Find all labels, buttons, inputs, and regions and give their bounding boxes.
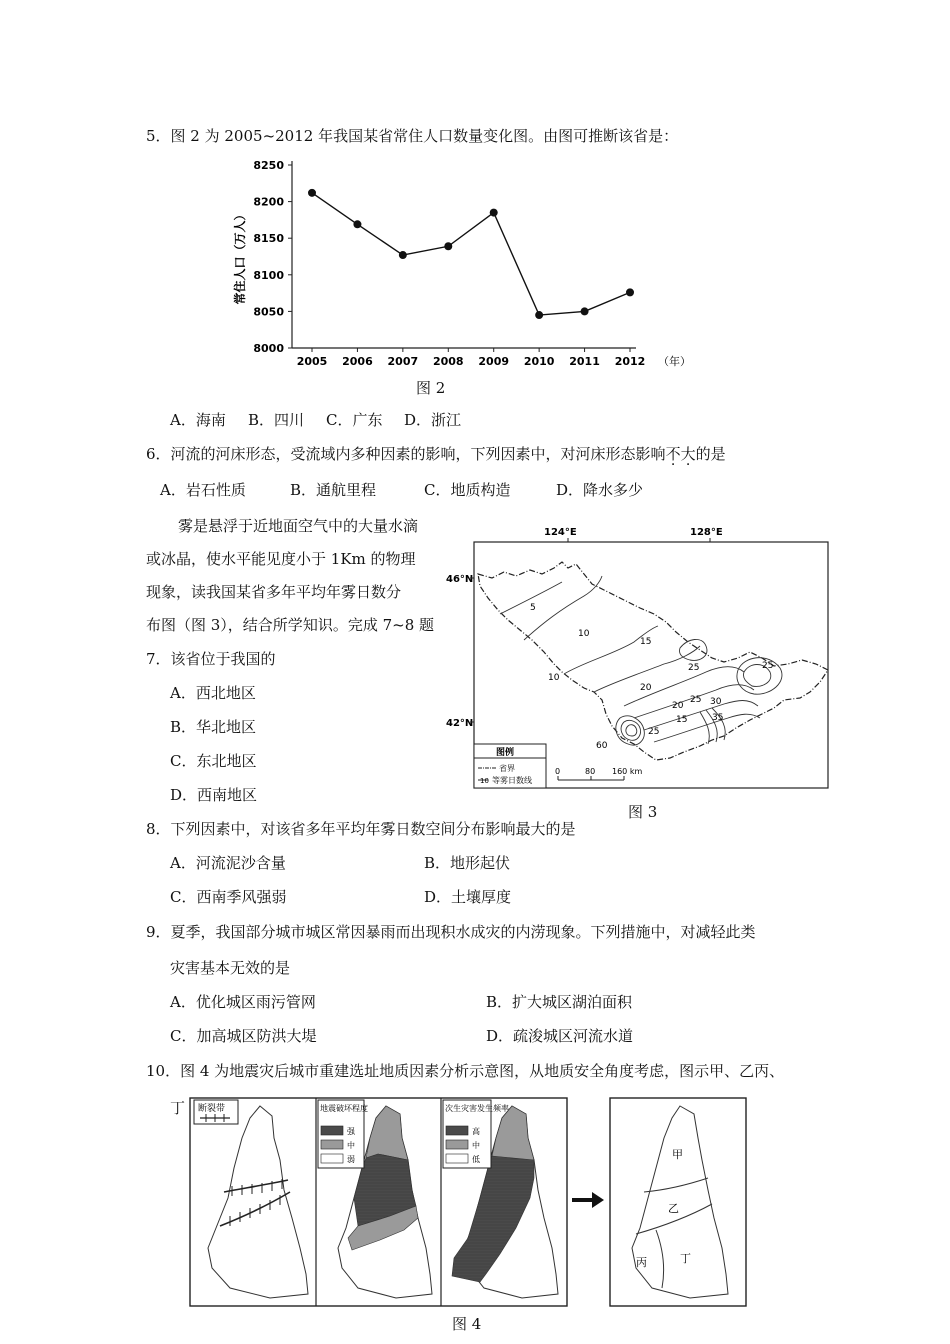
- q6-option-c: C．地质构造: [424, 481, 511, 499]
- q7-option-b: B．华北地区: [170, 718, 257, 736]
- fig4-damage-legend-title: 地震破坏程度: [320, 1104, 368, 1113]
- q6-stem: 6．河流的河床形态，受流域内多种因素的影响，下列因素中，对河床形态影响不大的是: [146, 445, 726, 463]
- q10-stem: 10．图 4 为地震灾后城市重建选址地质因素分析示意图，从地质安全角度考虑，图示甲、乙丙、: [146, 1062, 785, 1080]
- x-tick-label-2: 2007: [387, 355, 419, 368]
- fig4-secondary-level-medium: 中: [472, 1141, 480, 1150]
- q5-option-c: C．广东: [326, 411, 383, 429]
- y-tick-label-2: 8100: [253, 268, 284, 282]
- legend-title: 图例: [496, 748, 515, 758]
- fig4-panel-2-damage: [318, 1100, 432, 1298]
- fig4-result-zones: [632, 1106, 728, 1298]
- q9-option-c: C．加高城区防洪大堤: [170, 1027, 317, 1045]
- fig4-panel-1-faults: [194, 1100, 308, 1298]
- q5-option-d: D．浙江: [404, 411, 462, 429]
- contour-label-15a: 15: [640, 637, 652, 647]
- data-point-2009: [490, 209, 498, 217]
- x-tick-label-1: 2006: [342, 355, 373, 368]
- q6-emphasis-char-1: 不: [665, 445, 681, 463]
- intro-line-4: 布图（图 3），结合所学知识。完成 7~8 题: [146, 616, 435, 634]
- q8-option-d: D．土壤厚度: [424, 888, 512, 906]
- fog-isolines: [500, 576, 782, 745]
- series-line: [312, 193, 630, 315]
- data-point-2011: [581, 307, 589, 315]
- contour-label-20b: 20: [672, 701, 684, 711]
- data-point-2007: [399, 251, 407, 259]
- contour-label-30: 30: [710, 697, 722, 707]
- zone-yi: 乙: [668, 1202, 679, 1215]
- scale-0: 0: [555, 767, 561, 776]
- q8-option-b: B．地形起伏: [424, 854, 511, 872]
- q5-option-a: A．海南: [170, 411, 226, 429]
- q6-emphasis-1: [666, 445, 696, 463]
- fig4-damage-level-medium: 中: [347, 1141, 355, 1150]
- contour-label-25d: 25: [648, 727, 660, 737]
- legend-iso-label: 等雾日数线: [492, 776, 532, 785]
- q9-stem-line-1: 9．夏季，我国部分城市城区常因暴雨而出现积水成灾的内涝现象。下列措施中，对减轻此类: [146, 923, 756, 941]
- x-tick-label-5: 2010: [523, 355, 555, 368]
- y-tick-label-5: 8250: [253, 159, 284, 172]
- y-tick-label-3: 8150: [253, 232, 284, 246]
- contour-label-25b: 25: [690, 695, 702, 705]
- contour-label-10b: 10: [548, 673, 560, 683]
- figure-2-caption: 图 2: [416, 379, 446, 397]
- y-axis-label: 常住人口（万人）: [233, 208, 247, 305]
- legend-iso-sample: 10: [480, 777, 489, 785]
- data-point-2012: [626, 288, 634, 296]
- zone-jia: 甲: [672, 1148, 683, 1161]
- x-tick-label-6: 2011: [569, 355, 600, 368]
- x-tick-label-7: 2012: [614, 355, 646, 368]
- data-point-2005: [308, 189, 316, 197]
- contour-label-60: 60: [596, 741, 608, 751]
- intro-line-1: 雾是悬浮于近地面空气中的大量水滴: [178, 517, 419, 535]
- q6-option-b: B．通航里程: [290, 481, 377, 499]
- q7-option-d: D．西南地区: [170, 786, 258, 804]
- x-tick-label-0: 2005: [296, 355, 328, 368]
- q9-stem-line-2: 灾害基本无效的是: [170, 959, 291, 977]
- contour-label-5: 5: [530, 603, 536, 613]
- intro-line-2: 或冰晶，使水平能见度小于 1Km 的物理: [146, 550, 416, 568]
- zone-bing: 丙: [636, 1256, 647, 1269]
- contour-label-20a: 20: [640, 683, 652, 693]
- y-tick-label-1: 8050: [253, 305, 284, 319]
- q8-option-c: C．西南季风强弱: [170, 888, 287, 906]
- fig4-panel-3-secondary: [443, 1100, 558, 1298]
- q9-option-b: B．扩大城区湖泊面积: [486, 993, 633, 1011]
- figure-4-diagram: [190, 1098, 750, 1310]
- fig4-secondary-level-high: 高: [472, 1127, 480, 1136]
- contour-label-25c: 25: [762, 661, 774, 671]
- map-lon-124: 124°E: [544, 527, 577, 538]
- contour-label-25a: 25: [688, 663, 700, 673]
- data-point-2008: [444, 242, 452, 250]
- y-tick-label-4: 8200: [253, 195, 284, 209]
- scale-80: 80: [585, 767, 596, 776]
- q5-option-b: B．四川: [248, 411, 305, 429]
- contour-label-15b: 15: [676, 715, 688, 725]
- figure-2-chart: [230, 155, 710, 375]
- map-lat-42: 42°N: [446, 718, 474, 729]
- q6-option-a: A．岩石性质: [160, 481, 246, 499]
- contour-label-35: 35: [712, 713, 724, 723]
- contour-label-10a: 10: [578, 629, 590, 639]
- intro-line-3: 现象，读我国某省多年平均年雾日数分: [146, 583, 402, 601]
- q9-option-d: D．疏浚城区河流水道: [486, 1027, 634, 1045]
- fig4-fault-legend: 断裂带: [198, 1104, 226, 1114]
- x-tick-label-4: 2009: [478, 355, 510, 368]
- fig4-secondary-legend-title: 次生灾害发生频率: [445, 1104, 509, 1113]
- scale-160: 160 km: [612, 767, 643, 776]
- figure-4-caption: 图 4: [452, 1315, 482, 1333]
- y-tick-label-0: 8000: [253, 342, 284, 355]
- q6-option-d: D．降水多少: [556, 481, 644, 499]
- q9-option-a: A．优化城区雨污管网: [170, 993, 316, 1011]
- map-lon-128: 128°E: [690, 527, 723, 538]
- q8-stem: 8．下列因素中，对该省多年平均年雾日数空间分布影响最大的是: [146, 820, 576, 838]
- data-point-2010: [535, 311, 543, 319]
- q8-option-a: A．河流泥沙含量: [170, 854, 286, 872]
- q7-stem: 7．该省位于我国的: [146, 650, 276, 668]
- zone-ding: 丁: [680, 1252, 691, 1265]
- q5-stem: 5．图 2 为 2005~2012 年我国某省常住人口数量变化图。由图可推断该省是：: [146, 127, 679, 145]
- fig4-damage-level-strong: 强: [347, 1127, 355, 1136]
- figure-3-map: [444, 522, 840, 792]
- q7-option-c: C．东北地区: [170, 752, 257, 770]
- x-tick-label-3: 2008: [432, 355, 464, 368]
- fig4-damage-level-weak: 弱: [347, 1155, 355, 1164]
- map-lat-46: 46°N: [446, 574, 474, 585]
- x-axis-label: （年）: [658, 355, 691, 368]
- fig4-secondary-level-low: 低: [472, 1155, 480, 1164]
- q7-option-a: A．西北地区: [170, 684, 256, 702]
- data-point-2006: [353, 220, 361, 228]
- q10-stem-continued: 丁: [170, 1099, 186, 1117]
- figure-3-caption: 图 3: [628, 803, 658, 821]
- legend-border-label: 省界: [499, 764, 515, 773]
- q6-emphasis-char-2: 大: [680, 445, 696, 463]
